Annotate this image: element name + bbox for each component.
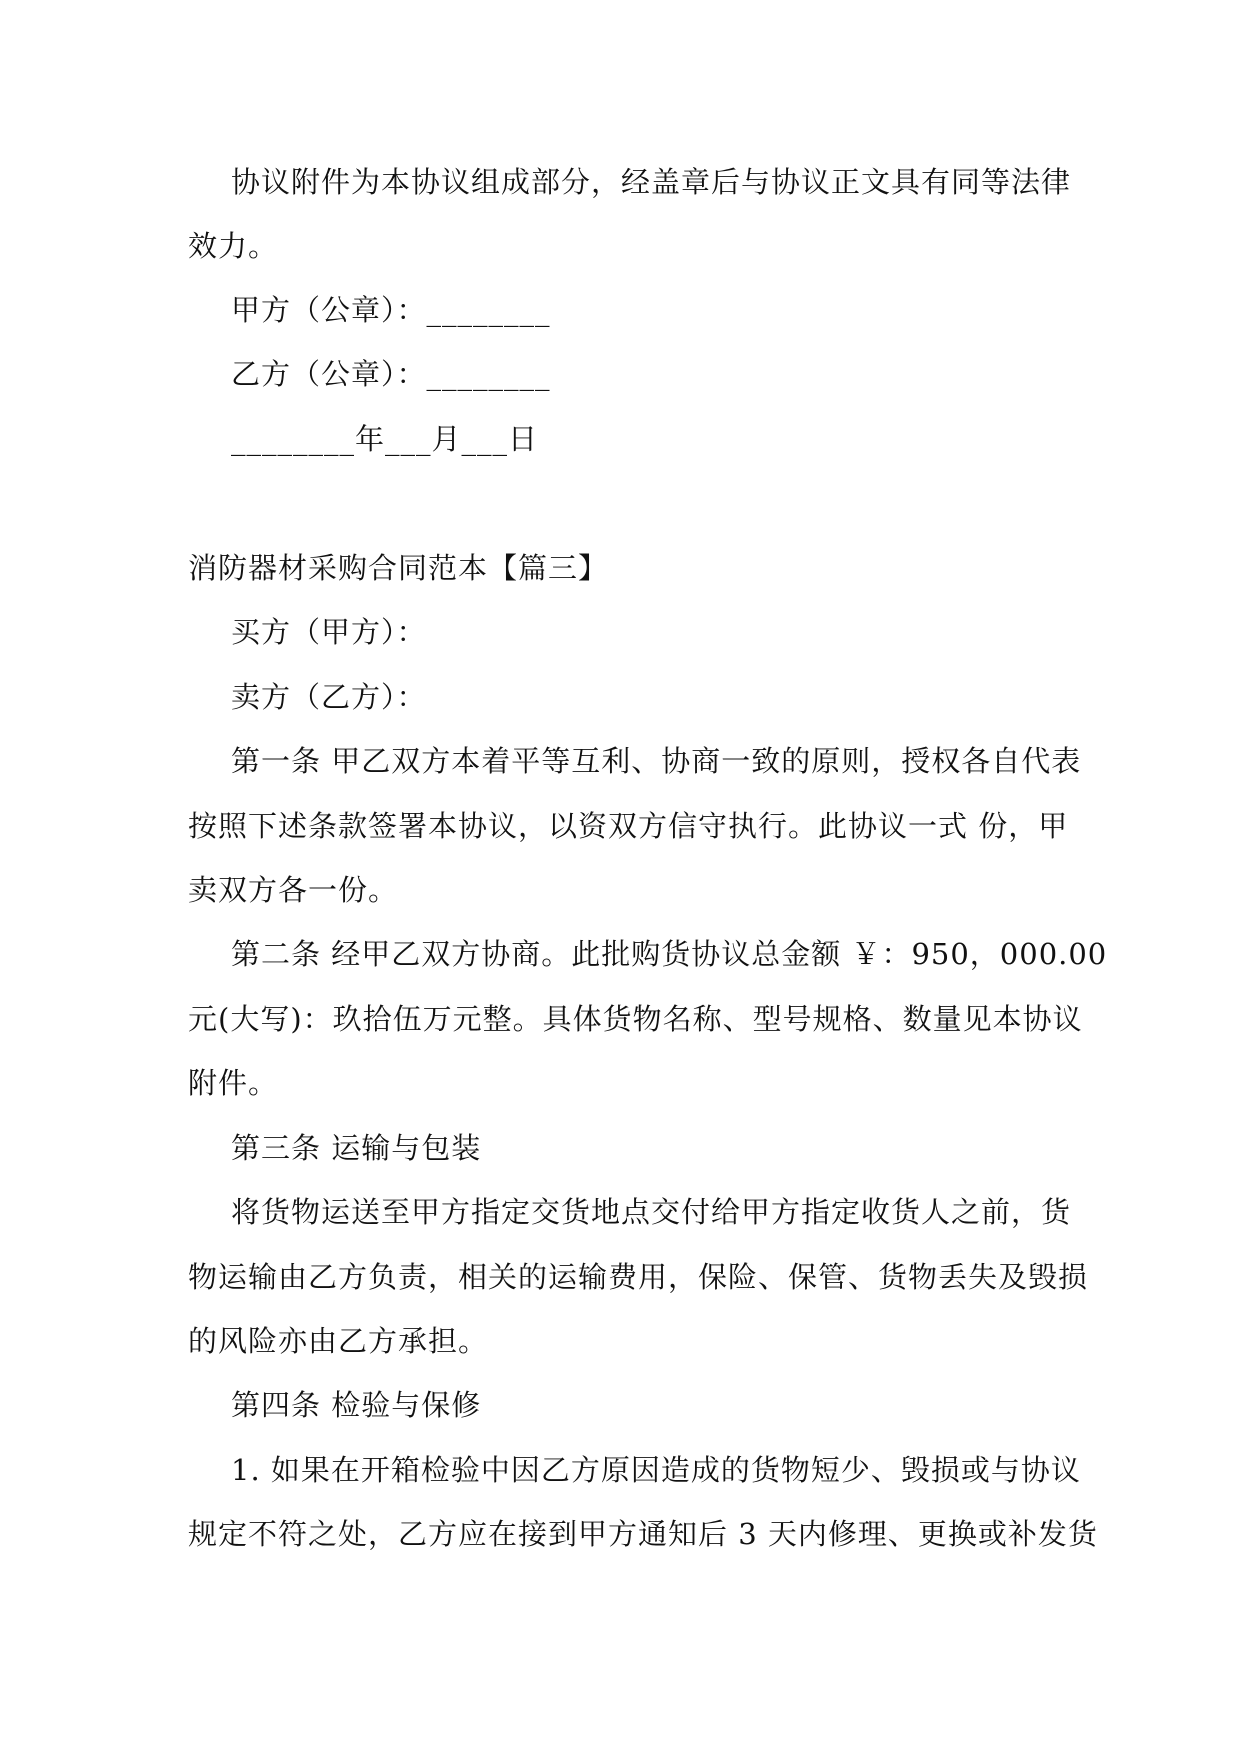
section-title: 消防器材采购合同范本【篇三】 [188,551,609,585]
article-four-item-1-line-1: 1. 如果在开箱检验中因乙方原因造成的货物短少、毁损或与协议 [231,1453,1081,1487]
article-four-heading: 第四条 检验与保修 [231,1388,482,1422]
paragraph-attachment-validity-cont: 效力。 [188,229,279,263]
date-line: ________年___月___日 [231,422,539,456]
article-four-item-1-line-2: 规定不符之处，乙方应在接到甲方通知后 3 天内修理、更换或补发货 [188,1517,1098,1551]
article-two-line-1: 第二条 经甲乙双方协商。此批购货协议总金额 ￥：950，000.00 [231,937,1108,971]
article-one-line-3: 卖双方各一份。 [188,873,399,907]
seller-line: 卖方（乙方）： [231,680,427,714]
buyer-line: 买方（甲方）： [231,615,427,649]
article-three-line-1: 将货物运送至甲方指定交货地点交付给甲方指定收货人之前，货 [231,1195,1072,1229]
article-three-line-3: 的风险亦由乙方承担。 [188,1324,489,1358]
article-one-line-2: 按照下述条款签署本协议，以资双方信守执行。此协议一式 份，甲 [188,809,1069,843]
paragraph-attachment-validity: 协议附件为本协议组成部分，经盖章后与协议正文具有同等法律 [231,165,1072,199]
article-two-line-3: 附件。 [188,1066,279,1100]
party-a-seal-line: 甲方（公章）：________ [231,293,551,327]
article-three-heading: 第三条 运输与包装 [231,1131,482,1165]
party-b-seal-line: 乙方（公章）：________ [231,357,551,391]
article-three-line-2: 物运输由乙方负责，相关的运输费用，保险、保管、货物丢失及毁损 [188,1260,1089,1294]
article-two-line-2: 元(大写)：玖拾伍万元整。具体货物名称、型号规格、数量见本协议 [188,1002,1083,1036]
article-one-line-1: 第一条 甲乙双方本着平等互利、协商一致的原则，授权各自代表 [231,744,1082,778]
